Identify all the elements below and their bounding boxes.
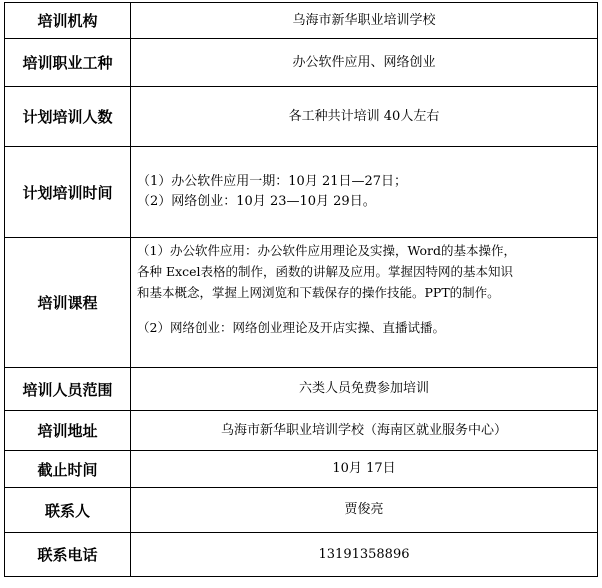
label-contact-phone: 联系电话 [5,533,131,577]
value-deadline: 10月 17日 [131,451,598,488]
label-occupation: 培训职业工种 [5,39,131,87]
row-courses [5,238,598,368]
row-address [5,411,598,451]
course-para1-line-3: 和基本概念，掌握上网浏览和下载保存的操作技能。PPT的制作。 [137,285,500,300]
row-eligible-persons [5,368,598,411]
row-contact-person [5,488,598,533]
planned-time-line-1: （1）办公软件应用一期：10月 21日—27日； [137,174,408,189]
value-address: 乌海市新华职业培训学校（海南区就业服务中心） [131,411,598,451]
course-para1-line-1: （1）办公软件应用：办公软件应用理论及实操，Word的基本操作， [137,243,516,258]
label-address: 培训地址 [5,411,131,451]
value-eligible-persons: 六类人员免费参加培训 [131,368,598,411]
planned-time-line-2: （2）网络创业：10月 23—10月 29日。 [137,194,376,209]
paragraph-gap [137,303,591,317]
row-occupation [5,39,598,87]
label-courses: 培训课程 [5,238,131,368]
label-eligible-persons: 培训人员范围 [5,368,131,411]
value-planned-time [131,147,598,238]
value-occupation: 办公软件应用、网络创业 [131,39,598,87]
label-deadline: 截止时间 [5,451,131,488]
value-contact-person: 贾俊亮 [131,488,598,533]
row-deadline [5,451,598,488]
row-institution [5,3,598,39]
course-para2: （2）网络创业：网络创业理论及开店实操、直播试播。 [137,320,445,335]
row-planned-count [5,87,598,147]
value-planned-count: 各工种共计培训 40人左右 [131,87,598,147]
label-institution: 培训机构 [5,3,131,39]
label-contact-person: 联系人 [5,488,131,533]
value-contact-phone: 13191358896 [131,533,598,577]
label-planned-time: 计划培训时间 [5,147,131,238]
label-planned-count: 计划培训人数 [5,87,131,147]
row-contact-phone [5,533,598,577]
training-info-table [4,2,598,577]
row-planned-time [5,147,598,238]
value-courses [131,238,598,368]
course-para1-line-2: 各种 Excel表格的制作，函数的讲解及应用。掌握因特网的基本知识 [137,264,514,279]
value-institution: 乌海市新华职业培训学校 [131,3,598,39]
